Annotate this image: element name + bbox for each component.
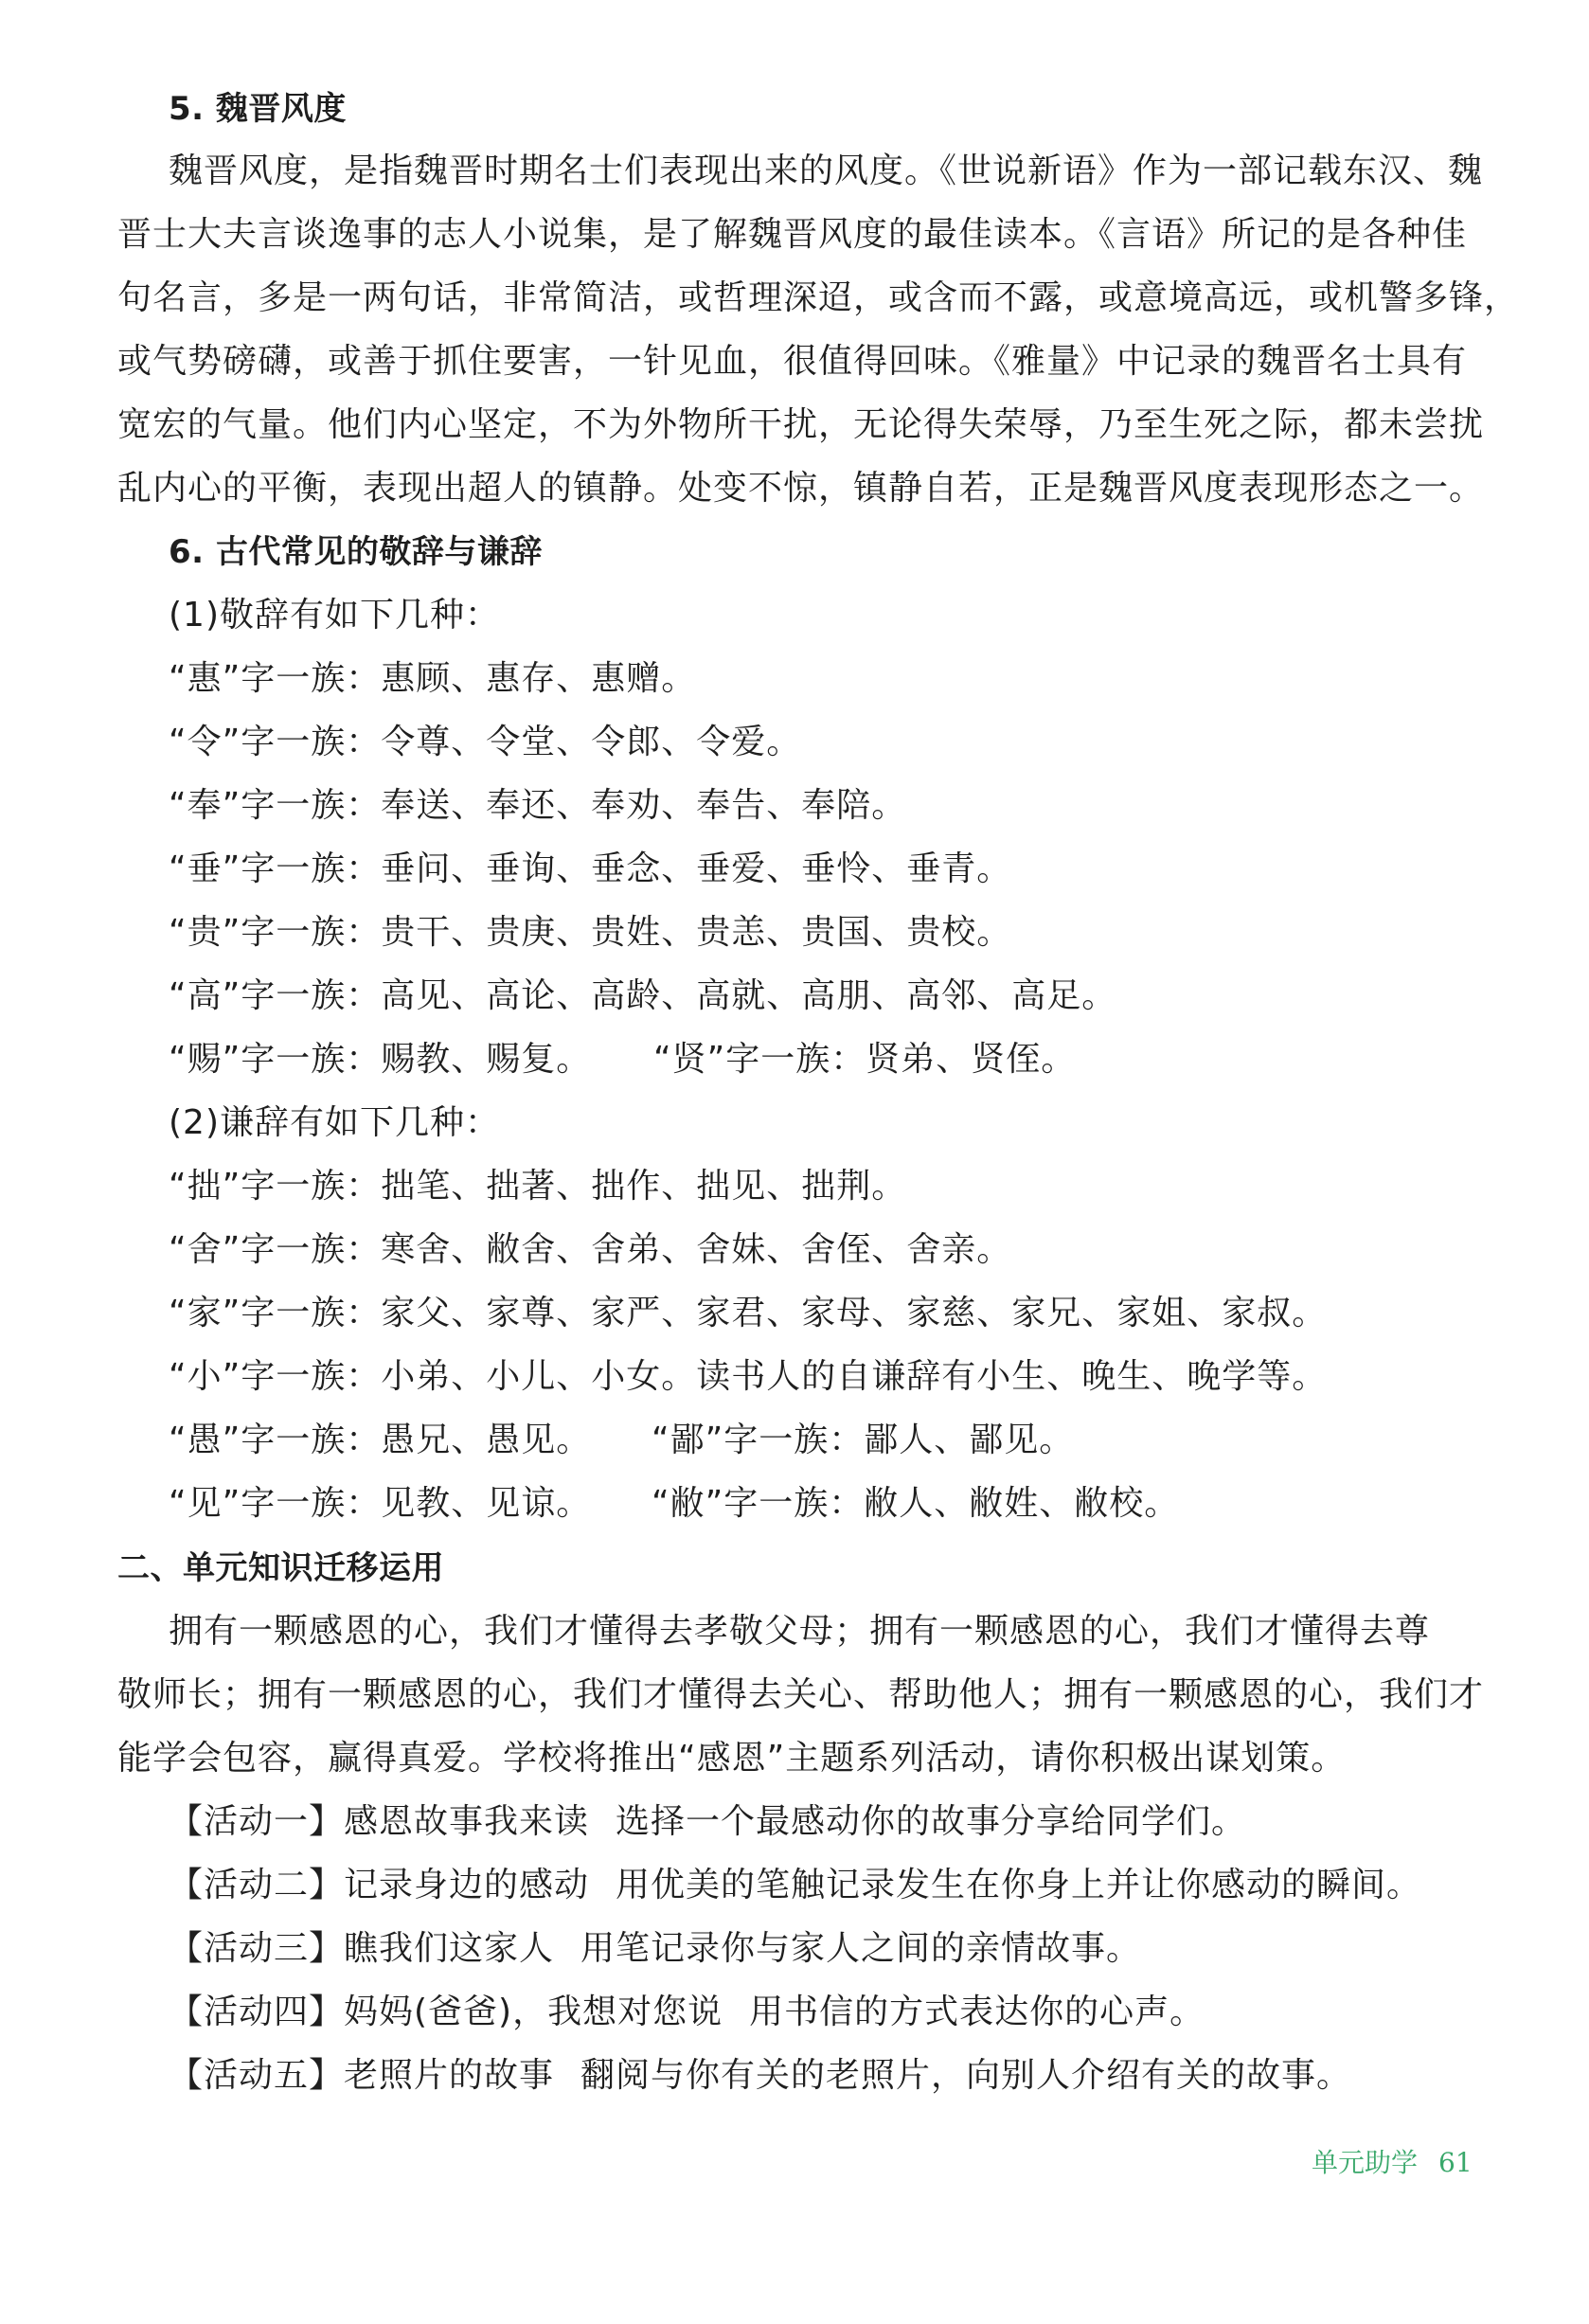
paragraph-line: 句名言，多是一两句话，非常简洁，或哲理深迢，或含而不露，或意境高远，或机警多锋， — [117, 278, 1520, 317]
section-6-heading: 6. 古代常见的敬辞与谦辞 — [169, 533, 543, 571]
humble-item: “家”字一族：家父、家尊、家严、家君、家母、家慈、家兄、家姐、家叔。 — [169, 1294, 1328, 1332]
humble-pair — [169, 1482, 1180, 1526]
activity-label: 【活动一】感恩故事我来读 — [169, 1802, 590, 1841]
activity-label: 【活动三】瞧我们这家人 — [169, 1929, 555, 1968]
honorific-item: “令”字一族：令尊、令堂、令郎、令爱。 — [169, 723, 802, 761]
honorific-item: “垂”字一族：垂问、垂询、垂念、垂爱、垂怜、垂青。 — [169, 849, 1012, 888]
paragraph-line: 宽宏的气量。他们内心坚定，不为外物所干扰，无论得失荣辱，乃至生死之际，都未尝扰 — [117, 405, 1485, 444]
page-number: 61 — [1438, 2147, 1473, 2178]
activity-item — [169, 1927, 1141, 1971]
page-footer — [1312, 2142, 1473, 2180]
honorific-pair-left: “赐”字一族：赐教、赐复。 — [169, 1040, 592, 1079]
honorific-item: “贵”字一族：贵干、贵庚、贵姓、贵恙、贵国、贵校。 — [169, 913, 1012, 952]
paragraph-line: 乱内心的平衡，表现出超人的镇静。处变不惊，镇静自若，正是魏晋风度表现形态之一。 — [117, 469, 1485, 508]
humble-item: “舍”字一族：寒舍、敝舍、舍弟、舍妹、舍侄、舍亲。 — [169, 1230, 1012, 1269]
activity-desc: 翻阅与你有关的老照片，向别人介绍有关的故事。 — [580, 2056, 1352, 2095]
honorific-item: “惠”字一族：惠顾、惠存、惠赠。 — [169, 659, 697, 698]
footer-section-label: 单元助学 — [1312, 2147, 1419, 2178]
honorific-pair-right: “贤”字一族：贤弟、贤侄。 — [653, 1040, 1077, 1079]
activity-label: 【活动五】老照片的故事 — [169, 2056, 555, 2095]
activity-item — [169, 1864, 1421, 1907]
humble-item: “小”字一族：小弟、小儿、小女。读书人的自谦辞有小生、晚生、晚学等。 — [169, 1357, 1328, 1396]
paragraph-line: 或气势磅礴，或善于抓住要害，一针见血，很值得回味。《雅量》中记录的魏晋名士具有 — [117, 342, 1468, 381]
honorific-item: “高”字一族：高见、高论、高龄、高就、高朋、高邻、高足。 — [169, 976, 1117, 1015]
humble-pair-right: “鄙”字一族：鄙人、鄙见。 — [652, 1421, 1075, 1459]
activity-item — [169, 1800, 1246, 1844]
paragraph-line: 敬师长；拥有一颗感恩的心，我们才懂得去关心、帮助他人；拥有一颗感恩的心，我们才 — [117, 1675, 1485, 1714]
paragraph-line: 能学会包容，赢得真爱。学校将推出“感恩”主题系列活动，请你积极出谋划策。 — [117, 1739, 1347, 1778]
section-5-heading: 5. 魏晋风度 — [169, 90, 347, 128]
paragraph-line: 魏晋风度，是指魏晋时期名士们表现出来的风度。《世说新语》作为一部记载东汉、魏 — [169, 152, 1484, 190]
activity-desc: 用笔记录你与家人之间的亲情故事。 — [580, 1929, 1142, 1968]
activity-desc: 用书信的方式表达你的心声。 — [749, 1993, 1205, 2031]
activity-label: 【活动四】妈妈(爸爸)，我想对您说 — [169, 1993, 723, 2031]
honorific-item: “奉”字一族：奉送、奉还、奉劝、奉告、奉陪。 — [169, 786, 907, 825]
activity-label: 【活动二】记录身边的感动 — [169, 1866, 590, 1904]
activity-item — [169, 1991, 1205, 2034]
part-2-heading: 二、单元知识迁移运用 — [117, 1549, 444, 1587]
humble-title: (2)谦辞有如下几种： — [169, 1103, 500, 1142]
humble-item: “拙”字一族：拙笔、拙著、拙作、拙见、拙荆。 — [169, 1167, 907, 1206]
activity-item — [169, 2054, 1351, 2098]
activity-desc: 选择一个最感动你的故事分享给同学们。 — [616, 1802, 1247, 1841]
honorific-pair — [169, 1038, 1077, 1082]
activity-desc: 用优美的笔触记录发生在你身上并让你感动的瞬间。 — [616, 1866, 1422, 1904]
paragraph-line: 晋士大夫言谈逸事的志人小说集，是了解魏晋风度的最佳读本。《言语》所记的是各种佳 — [117, 215, 1468, 254]
honorific-title: (1)敬辞有如下几种： — [169, 596, 500, 635]
humble-pair-left: “见”字一族：见教、见谅。 — [169, 1484, 592, 1523]
humble-pair — [169, 1419, 1075, 1462]
humble-pair-right: “敝”字一族：敝人、敝姓、敝校。 — [652, 1484, 1180, 1523]
humble-pair-left: “愚”字一族：愚兄、愚见。 — [169, 1421, 592, 1459]
paragraph-line: 拥有一颗感恩的心，我们才懂得去孝敬父母；拥有一颗感恩的心，我们才懂得去尊 — [169, 1612, 1431, 1651]
